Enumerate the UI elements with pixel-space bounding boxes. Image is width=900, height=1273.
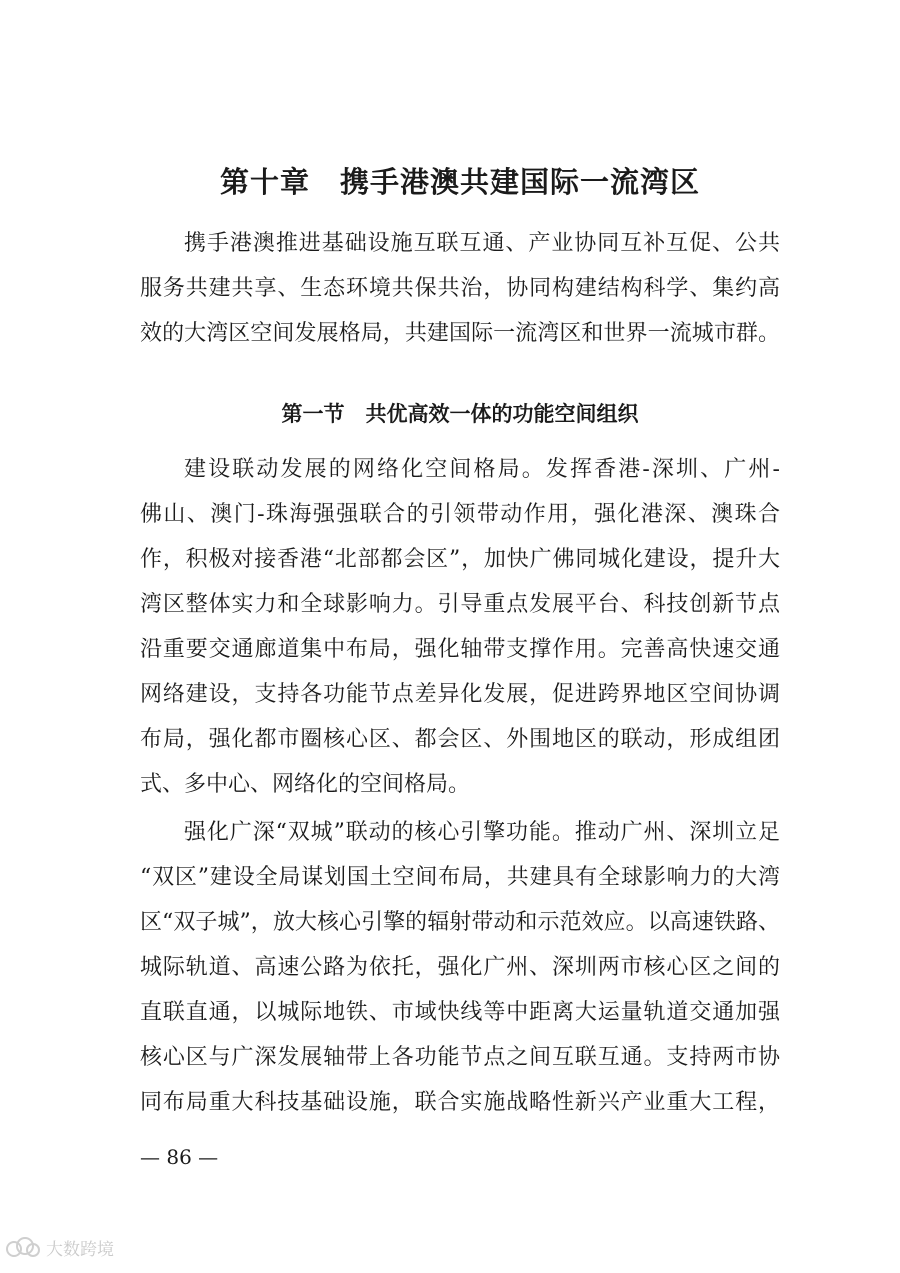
watermark-logo-icon bbox=[6, 1237, 42, 1259]
paragraph-line: 核心区与广深发展轴带上各功能节点之间互联互通。支持两市协 bbox=[140, 1045, 780, 1070]
paragraph-line: 湾区整体实力和全球影响力。引导重点发展平台、科技创新节点 bbox=[140, 592, 780, 617]
paragraph-line: 建设联动发展的网络化空间格局。发挥香港-深圳、广州- bbox=[184, 457, 780, 482]
paragraph-line: “双区”建设全局谋划国土空间布局，共建具有全球影响力的大湾 bbox=[140, 865, 780, 890]
section-title: 第一节 共优高效一体的功能空间组织 bbox=[281, 402, 639, 426]
paragraph-network-layout bbox=[140, 447, 780, 807]
intro-line: 服务共建共享、生态环境共保共治，协同构建结构科学、集约高 bbox=[140, 276, 780, 301]
paragraph-line: 区“双子城”，放大核心引擎的辐射带动和示范效应。以高速铁路、 bbox=[140, 910, 780, 935]
paragraph-line: 城际轨道、高速公路为依托，强化广州、深圳两市核心区之间的 bbox=[140, 955, 780, 980]
paragraph-dual-city bbox=[140, 810, 780, 1125]
watermark bbox=[6, 1235, 114, 1260]
chapter-title: 第十章 携手港澳共建国际一流湾区 bbox=[219, 165, 700, 199]
paragraph-line: 强化广深“双城”联动的核心引擎功能。推动广州、深圳立足 bbox=[184, 820, 780, 845]
paragraph-line: 布局，强化都市圈核心区、都会区、外围地区的联动，形成组团 bbox=[140, 727, 780, 752]
page-number: — 86 — bbox=[140, 1145, 219, 1169]
paragraph-line: 式、多中心、网络化的空间格局。 bbox=[140, 772, 471, 797]
paragraph-line: 网络建设，支持各功能节点差异化发展，促进跨界地区空间协调 bbox=[140, 682, 780, 707]
paragraph-line: 同布局重大科技基础设施，联合实施战略性新兴产业重大工程， bbox=[140, 1090, 780, 1115]
paragraph-line: 作，积极对接香港“北部都会区”，加快广佛同城化建设，提升大 bbox=[140, 547, 780, 572]
intro-line: 效的大湾区空间发展格局，共建国际一流湾区和世界一流城市群。 bbox=[140, 321, 780, 346]
intro-line: 携手港澳推进基础设施互联互通、产业协同互补互促、公共 bbox=[184, 231, 780, 256]
watermark-text: 大数跨境 bbox=[46, 1240, 114, 1260]
paragraph-line: 沿重要交通廊道集中布局，强化轴带支撑作用。完善高快速交通 bbox=[140, 637, 780, 662]
intro-paragraph bbox=[140, 221, 780, 356]
paragraph-line: 直联直通，以城际地铁、市域快线等中距离大运量轨道交通加强 bbox=[140, 1000, 780, 1025]
paragraph-line: 佛山、澳门-珠海强强联合的引领带动作用，强化港深、澳珠合 bbox=[140, 502, 780, 527]
